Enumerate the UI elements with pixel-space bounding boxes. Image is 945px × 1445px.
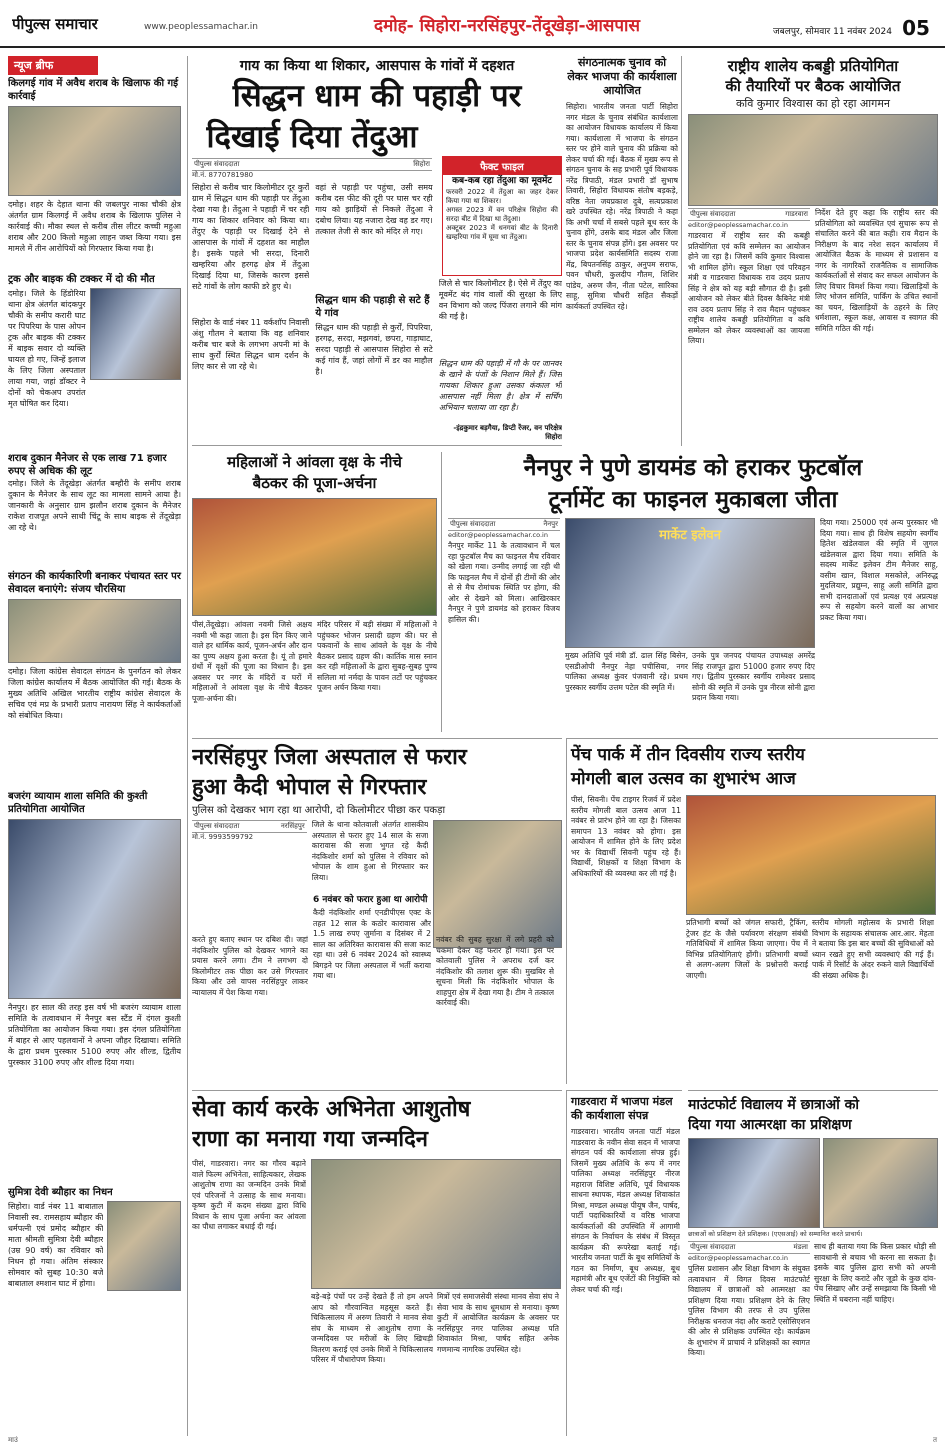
football-headline-1: नैनपुर ने पुणे डायमंड को हराकर फुटबॉल [523,455,863,481]
prisoner-headline-1: नरसिंहपुर जिला अस्पताल से फरार [192,745,467,770]
kabaddi-email: editor@peoplessamachar.co.in [688,221,788,229]
mountfort-caption: छात्राओं को प्रशिक्षण देते प्रशिक्षक। (एएसआई) को सम्मानित करते प्राचार्य। [688,1230,863,1238]
football-text-4: दिया गया। 25000 एवं अन्य पुरस्कार भी दिया गया। साथ ही विशेष सहयोग स्वर्गीय हितेश खंडेलवाल की स्मृति में जुगल खंडेलवाल द्वारा दिया गया। समिति के सदस्य मार्केट इलेवन टीम मैनेजर साहू, वसीम खान, विशाल मसकोले, अनिरुद्ध मुदलियार, प्रद्युम्न, साहू अली समिति द्वारा सभी दानदाताओं एवं प्रत्यक्ष एवं अप्रत्यक्ष रूप से सहयोग करने वालों का आभार प्रकट किया गया। [820,518,938,622]
football-story [448,452,938,732]
mogli-headline-1: पेंच पार्क में तीन दिवसीय राज्य स्तरीय [571,745,805,765]
ashutosh-text-2: बड़े-बड़े पंचों पर उन्हें देखते हैं तो हम अपने आप को गौरवान्वित महसूस करते हैं। चिकित्सालय में अरुण तिवारी ने मानव सेवा संघ के माध्यम से आशुतोष राणा के जन्मदिवस पर मरीजों के लिए खिचड़ी वितरण कराई एवं उनके मित्रों ने चिकित्सालय परिसर में पौधारोपण किया। [311,1292,433,1364]
ashutosh-headline-2: राणा का मनाया गया जन्मदिन [192,1127,428,1152]
football-byline-name: पीपुल्स संवाददाता [450,520,496,528]
masthead-logo: पीपुल्स समाचार [12,15,98,33]
mandal-story [566,1090,682,1436]
brief-5-photo [8,819,181,999]
mountfort-place: मंडला [793,1243,808,1251]
prisoner-mobile: मो.नं. 9993599792 [192,833,254,841]
brief-6-title: सुमित्रा देवी ब्यौहार का निधन [8,1187,113,1198]
leopard-subhead: सिद्धन धाम की पहाड़ी से सटे हैं ये गांव [315,295,430,319]
prisoner-text-2: कैदी नंदकिशोर शर्मा एनडीपीएस एक्ट के तहत 12 साल के कठोर कारावास और 1.5 लाख रुपए जुर्माना व दिसंबर में 2 साल का अतिरिक्त कारावास की सजा काट रहा था। उसे 6 नवंबर 2024 को स्वास्थ्य बिगड़ने पर जिला अस्पताल में भर्ती कराया गया था। [313,908,431,980]
leopard-text-4: सिद्धन धाम की पहाड़ी से कुर्रों, पिपरिया, हरगढ़, सरदा, मझगवां, छपरा, गाड़ाघाट, सरदा पहाड़ी से आसपास सिहोरा से सटे कई गांव हैं, जहां लोगों में डर का माहौल है। [315,323,433,376]
football-headline-2: टूर्नामेंट का फाइनल मुकाबला जीता [548,487,838,513]
football-place: नैनपुर [543,520,558,528]
mogli-text-3: स्तरीय मोगली महोत्सव के प्रभारी शिक्षा विभाग के सहायक संचालक आर.आर. मेहता ने बताया कि इस बार बच्चों की सुविधाओं को ध्यान रखते हुए सभी व्यवस्थाएं की गई हैं। पार्क में रिसॉर्ट के अंदर रुकने वाले विद्यार्थियों की संख्या अधिक है। [812,918,934,980]
prisoner-story [192,738,562,1084]
fact-file-box [442,156,562,276]
ashutosh-headline-1: सेवा कार्य करके अभिनेता आशुतोष [192,1097,471,1122]
kabaddi-byline [688,208,810,221]
masthead [0,0,945,48]
football-text-1: नैनपुर मार्केट 11 के तत्वावधान में चल रहा फुटबॉल मैच का फाइनल मैच रविवार को खेला गया। उन्मीद लगाई जा रही थी कि फाइनल मैच में दोनों ही टीमों की ओर से से मैच रोमांचक स्थिति पर होगा, की ओर से देखने को मिला। आखिरकार नैनपुर ने पुणे डायमंड को हराकर विजय हासिल की। [448,541,560,624]
brief-5-title: बजरंग व्यायाम शाला समिति की कुश्ती प्रतियोगिता आयोजित [8,791,148,815]
prisoner-byline-name: पीपुल्स संवाददाता [194,822,240,830]
mogli-headline-2: मोगली बाल उत्सव का शुभारंभ आज [571,769,796,789]
mountfort-photo-1 [688,1138,820,1228]
ashutosh-photo [311,1159,561,1289]
brief-6-portrait [107,1201,181,1291]
leopard-text-2: सिहोरा के वार्ड नंबर 11 वर्कशॉप निवासी अंशु गौतम ने बताया कि वह शनिवार करीब चार बजे के लगभग अपनी मां के साथ कुर्रों स्थित सिद्धन धाम दर्शन के लिए कार से जा रहे थे। [192,318,310,371]
leopard-byline-name: पीपुल्स संवाददाता [194,160,240,168]
fact-file-title: फैक्ट फाइल [443,157,561,175]
brief-4-text: दमोह। जिला कांग्रेस सेवादल संगठन के पुनर्गठन को लेकर जिला कांग्रेस कार्यालय में बैठक आयोजित की गई। बैठक के मुख्य अतिथि अखिल भारतीय राष्ट्रीय कांग्रेस सेवादल के सचिव एवं मप्र के प्रभारी प्रताप नारायण सिंह ने कार्यकर्ताओं को संबोधित किया। [8,667,181,720]
bjp-text: सिहोरा। भारतीय जनता पार्टी सिहोरा नगर मंडल के चुनाव संबंधित कार्यशाला का आयोजन विधायक कार्यालय में किया गया। कार्यशाला में भाजपा के संगठन स्तर पर होने वाले चुनाव की प्रक्रिया को लेकर चर्चा की गई। बैठक में मुख्य रूप से संगठन चुनाव के सह प्रभारी पूर्व विधायक नरेंद्र त्रिपाठी, मंडल प्रभारी डॉ सुभाष तिवारी, सिहोरा विधायक संतोष बड़कड़े, वरिष्ठ नेता जयप्रकाश दुबे, सत्यप्रकाश खरे उपस्थित रहे। नरेंद्र त्रिपाठी ने कहा कि अभी चर्चा में सबसे पहले बूथ स्तर के चुनाव होंगे, उसके बाद मंडल और जिला स्तर के चुनाव संपन्न होंगे। इस अवसर पर भाजपा प्रदेश कार्यसमिति सदस्य राजा मेंद्र, बिपतनसिंह ठाकुर, अनुपम सराफ, पवन चौधरी, कुलदीप गौतम, शिशिर पांडेय, अरुण जैन, नीता पटेल, सारिका साहू, सुमित्रा चौधरी सहित सैकड़ों कार्यकर्ता उपस्थित रहे। [566,102,678,311]
kabaddi-headline-2: की तैयारियों पर बैठक आयोजित [725,77,901,95]
football-banner-text: मार्केट इलेवन [659,528,721,543]
fact-1: फरवरी 2022 में तेंदुआ का जहर देकर किया गया था शिकार। [446,188,558,205]
brief-1-title: किलगई गांव में अवैध शराब के खिलाफ की गई कार्रवाई [8,78,179,102]
prisoner-text-4: करते हुए बताए स्थान पर दबिश दी। जहां नंदकिशोर पुलिस को देखकर भागने का प्रयास करने लगा। टीम ने लगभग दो किलोमीटर तक पीछा कर उसे गिरफ्तार किया और उसे वापस नरसिंहपुर लाकर न्यायालय में पेश किया गया। [192,935,308,997]
brief-2-title: ट्रक और बाइक की टक्कर में दो की मौत [8,274,155,285]
fact-file-sub: कब-कब रहा तेंदुआ का मूवमेंट [452,176,552,186]
prisoner-subhead: पुलिस को देखकर भाग रहा था आरोपी, दो किलोमीटर पीछा कर पकड़ा [192,805,446,816]
prisoner-text-3: नवंबर की सुबह सुरक्षा में लगे प्रहरी को चकमा देकर वह फरार हो गया। इस पर कोतवाली पुलिस ने अपराध दर्ज कर नंदकिशोर की तलाश शुरू की। मुखबिर से सूचना मिली कि नंदकिशोर भोपाल के शाहपुरा क्षेत्र में देखा गया है। टीम ने तत्काल कार्रवाई की। [436,935,554,1007]
fact-3: अक्टूबर 2023 में धनगवां बीट के दिनारी खम्हरिया गांव में घूमा था तेंदुआ। [446,224,558,241]
leopard-place: सिहोरा [413,160,430,168]
leopard-byline [192,158,432,171]
leopard-mobile: मो.नं. 8770781980 [192,171,254,179]
brief-label: न्यूज ब्रीफ [8,56,98,75]
bjp-workshop-story [566,56,682,446]
mountfort-headline-1: माउंटफोर्ट विद्यालय में छात्राओं को [688,1097,860,1113]
fact-2: अगस्त 2023 में वन परिक्षेत्र सिहोरा की सरदा बीट में दिखा था तेंदुआ। [446,206,558,223]
prisoner-subhead-2: 6 नवंबर को फरार हुआ था आरोपी [313,895,428,905]
brief-2-photo [90,288,181,380]
kabaddi-headline-1: राष्ट्रीय शालेय कबड्डी प्रतियोगिता [727,57,899,75]
puja-text-1: पीसं,तेंदूखेड़ा। आंवला नवमी जिसे अक्षय नवमी भी कहा जाता है। इस दिन किए जाने वाले हर धार्मिक कार्य, पूजन-अर्चन और दान का पुण्य अक्षय हुआ करता है। यूं तो हमारे ग्रंथों में वृक्षों की पूजा का विधान है। इस अवसर पर नगर के मंदिरों व घरों में महिलाओं ने आंवला वृक्ष के नीचे बैठकर पूजा-अर्चना की। [192,620,312,703]
leopard-story [192,56,562,446]
mountfort-email: editor@peoplessamachar.co.in [688,1254,788,1262]
leopard-headline-2: दिखाई दिया तेंदुआ [206,119,418,155]
brief-1-photo [8,106,181,196]
mountfort-text-1: पुलिस प्रशासन और शिक्षा विभाग के संयुक्त तत्वावधान में विगत दिवस माउंटफोर्ट विद्यालय में छात्राओं को आत्मरक्षा का प्रशिक्षण दिया गया। प्रशिक्षण देने के लिए पुलिस विभाग की तरफ से उप पुलिस निरीक्षक धनराज नंदा और कराटे एसोसिएशन की ओर से प्रशिक्षक उपस्थित रहे। कार्यक्रम के शुभारंभ में प्राचार्य ने प्रशिक्षकों का स्वागत किया। [688,1264,810,1357]
brief-4-photo [8,599,181,663]
ashutosh-story [192,1090,562,1436]
prisoner-headline-2: हुआ कैदी भोपाल से गिरफ्तार [192,775,427,800]
prisoner-photo [433,820,562,948]
brief-5-text: नैनपुर। हर साल की तरह इस वर्ष भी बजरंग व्यायाम शाला समिति के तत्वावधान में नैनपुर बस स्टैंड में दंगल कुश्ती प्रतियोगिता का आयोजन किया गया। इस दंगल प्रतियोगिता में बाहर से आए पहलवानों ने अपना जौहर दिखाया। समिति के द्वारा प्रथम पुरस्कार 5100 रुपए और शील्ड, द्वितीय पुरस्कार 3100 रुपए और शील्ड दिया गया। [8,1003,181,1067]
puja-headline-1: महिलाओं ने आंवला वृक्ष के नीचे [227,453,402,471]
kabaddi-text-2: निर्देश देते हुए कहा कि राष्ट्रीय स्तर की प्रतियोगिता को व्यवस्थित एवं सुचारू रूप से संचालित करने की बात कही। राव मैदान के निरीक्षण के बाद नरेश सदन कार्यालय में आयोजित बैठक के माध्यम से प्रशासन व नगर के नागरिकों राजनैतिक व सामाजिक कार्यकर्ताओं से संवाद कर सफल आयोजन के लिए विचार विमर्श किया गया। खिलाड़ियों के लिए भोजन समिति, पार्किंग के उचित स्थानों का चयन, खिलाड़ियों के ठहरने के लिए धर्मशाला, स्कूल कक्ष, आवास व स्वागत की समिति गठित की गई। [815,208,938,333]
kabaddi-photo [688,114,938,206]
mogli-story [566,738,938,1084]
brief-3-text: दमोह। जिले के तेंदूखेड़ा अंतर्गत बम्हौरी के समीप शराब दुकान के मैनेजर के साथ लूट का मामला सामने आया है। जानकारी के अनुसार ग्राम झलौन शराब दुकान के मैनेजर राकेश राजपूत अपने साथी चिंटू के साथ बाइक से तेंदूखेड़ा आ रहे थे। [8,479,181,532]
prisoner-text-block-2 [192,935,562,1075]
mountfort-photo-2 [823,1138,938,1228]
leopard-quote-by: -इंद्रकुमार बड़गैया, डिप्टी रेंजर, वन परिक्षेत्र सिहोरा [453,424,562,441]
footer-suffix: त [933,1436,937,1444]
mogli-text-2: प्रतिभागी बच्चों को जंगल सफारी, ट्रैकिंग, ट्रेजर हंट के जैसे पर्यावरण संरक्षण संबंधी गतिविधियों में शामिल किया जाएगा। पेंच में विभिन्न प्रतियोगिताएं होंगी। प्रतिभागी बच्चों से अलग-अलग जिलों के प्रश्नोत्तरी कराई जाएगी। [686,918,808,980]
brief-1-text: दमोह। शहर के देहात थाना की जबलपुर नाका चौकी क्षेत्र अंतर्गत ग्राम किलगई में अवैध शराब के खिलाफ पुलिस ने कार्रवाई की। मौका स्थल से करीब तीस लीटर कच्ची महुआ शराब और 200 किलो महुआ लाहन जब्त किया गया। इस मामले में तीन आरोपियों को गिरफ्तार किया गया है। [8,200,181,253]
kabaddi-byline-name: पीपुल्स संवाददाता [690,210,736,218]
issue-date: जबलपुर, सोमवार 11 नवंबर 2024 [772,27,892,37]
footer-prefix: माउं [8,1436,18,1444]
puja-story [192,452,442,732]
ashutosh-text-1: पीसं, गाडरवारा। नगर का गौरव बढ़ाने वाले फिल्म अभिनेता, साहित्यकार, लेखक आशुतोष राणा का जन्मदिन उनके मित्रों एवं परिजनों ने उत्साह के साथ मनाया। कृष्ण कुटी में कदम संख्या द्वारा विधि विधान के साथ पूजा अर्चना कर आंवला का पौधा लगाकर बधाई दी गई। [192,1159,306,1231]
kabaddi-place: गाडरवारा [785,210,808,218]
football-photo [565,518,815,648]
mogli-photo [686,795,936,915]
brief-4-title: संगठन की कार्यकारिणी बनाकर पंचायत स्तर पर सेवादल बनाएंगे: संजय चौरसिया [8,571,181,595]
mountfort-text-2: साथ ही बताया गया कि किस प्रकार थोड़ी सी सावधानी से बचाव भी करना सा सकता है। इसके बाद पुलिस द्वारा सभी को अपनी सुरक्षा के लिए कराटे और जूडो के कुछ दांव-पेंच सिखाए और उन्हें समझाया कि किसी भी स्थिति में घबराना नहीं चाहिए। [814,1242,936,1304]
leopard-kicker: गाय का किया था शिकार, आसपास के गांवों में दहशत [239,58,515,74]
mountfort-headline-2: दिया गया आत्मरक्षा का प्रशिक्षण [688,1117,852,1133]
footer-marks [0,1436,945,1445]
football-email: editor@peoplessamachar.co.in [448,531,548,539]
brief-6-text: सिहोरा। वार्ड नंबर 11 बाबाताल निवासी स्व. रामसहाय ब्यौहार की धर्मपत्नी एवं प्रमोद ब्यौहार की माता श्रीमती सुमित्रा देवी ब्यौहार (उम्र 90 वर्ष) का रविवार को निधन हो गया। अंतिम संस्कार सोमवार को सुबह 10:30 बजे बाबाताल श्मशान घाट में होगा। [8,1202,104,1288]
puja-headline-2: बैठकर की पूजा-अर्चना [252,474,377,492]
brief-2-text: दमोह। जिले के हिंडोरिया थाना क्षेत्र अंतर्गत बांदकपुर चौकी के समीप करारी घाट पर पिपरिया के पास ओपन ट्रक और बाइक की टक्कर में बाइक सवार दो व्यक्ति घायल हो गए, जिन्हें इलाज के लिए जिला अस्पताल लाया गया, जहां डॉक्टर ने दोनों को चेकअप उपरांत मृत घोषित कर दिया। [8,289,86,408]
puja-photo [192,498,437,616]
mountfort-story [688,1090,938,1436]
leopard-text-1: सिहोरा से करीब चार किलोमीटर दूर कुर्रों ग्राम में सिद्धन धाम की पहाड़ी पर तेंदुआ देखा गया है। तेंदुआ ने पहाड़ी में चर रही गाय का शिकार शनिवार को किया था। तेंदुए के पहाड़ी पर दिखाई देने से आसपास के गांवों में दहशत का माहौल है। इसके पहले भी सरदा, दिनारी खम्हरिया और हरगढ़ क्षेत्र में तेंदुआ दिखाई दिया था, जिसके कारण इससे सटे गांवों के लोग काफी डरे हुए थे। [192,183,310,291]
prisoner-place: नरसिंहपुर [280,822,305,830]
news-brief-column [8,56,188,1436]
edition-banner: दमोह- सिहोरा-नरसिंहपुर-तेंदूखेड़ा-आसपास [374,16,640,36]
football-text-3: उनके पुत्र जनपद पंचायत उपाध्यक्ष अमरेंद्र सिंह राजपूत द्वारा 51000 हजार रुपए दिए गए। द्वितीय पुरस्कार स्वर्गीय रामेश्वर प्रसाद सोनी की स्मृति में उनके पुत्र नीरज सोनी द्वारा प्रदान किया गया। [692,651,815,702]
kabaddi-story [688,56,938,446]
masthead-url: www.peoplessamachar.in [144,22,258,32]
puja-text-2: मंदिर परिसर में बड़ी संख्या में महिलाओं ने पहुंचकर भोजन प्रसादी ग्रहण की। घर से पकवानों के साथ आंवले के वृक्ष के नीचे बैठकर प्रसाद ग्रहण की। कार्तिक मास स्नान कर रही महिलाओं के द्वारा सुबह-सुबह पुण्य सलिला मां नर्मदा के पावन तटों पर पहुंचकर पूजन अर्चन किया गया। [317,620,437,692]
bjp-headline: संगठनात्मक चुनाव को लेकर भाजपा की कार्यशाला आयोजित [567,56,677,97]
brief-3-title: शराब दुकान मैनेजर से एक लाख 71 हजार रुपए से अधिक की लूट [8,453,167,477]
leopard-text-3: वहां से पहाड़ी पर पहुंचा, उसी समय करीब दस फीट की दूरी पर घास चर रही गाय को झाड़ियों से निकले तेंदुआ ने दबोच लिया। यह नजारा देख वह डर गए। तत्काल तेजी से कार को मंदिर ले गए। [315,183,433,236]
leopard-text-5: जिले से चार किलोमीटर है। ऐसे में तेंदुए का मूवमेंट बंद गांव वालों की सुरक्षा के लिए वन विभाग को जल्द पिंजरा लगाने की मांग की गई है। [438,279,562,321]
kabaddi-text-1: गाडरवारा में राष्ट्रीय स्तर की कबड्डी प्रतियोगिता एवं कवि सम्मेलन का आयोजन होने जा रहा है। जिसमें कवि कुमार विश्वास भी शामिल होंगे। स्कूल शिक्षा एवं परिवहन मंत्री व गाडरवारा विधायक राव उदय प्रताप सिंह ने क्षेत्र को यह बड़ी सौगात दी है। इसी आयोजन को लेकर बीते दिवस कैबिनेट मंत्री राव उदय प्रताप सिंह ने राव मैदान पहुंचकर राष्ट्रीय शालेय कबड्डी प्रतियोगिता व कवि सम्मेलन को लेकर व्यवस्थाओं का जायजा लिया। [688,231,810,345]
mandal-headline: गाडरवारा में भाजपा मंडल की कार्यशाला संपन्न [571,1095,673,1122]
mogli-text-1: पीसं, सिवनी। पेंच टाइगर रिजर्व में प्रदेश स्तरीय मोगली बाल उत्सव आज 11 नवंबर से प्रारंभ होने जा रहा है। जिसका समापन 13 नवंबर को होगा। इस आयोजन में शामिल होने के लिए प्रदेश भर के विद्यार्थी सिवनी पहुंच रहे हैं। विद्यार्थी, शिक्षकों व शिक्षा विभाग के अधिकारियों की व्यवस्था कर ली गई है। [571,795,681,878]
mandal-text: गाडरवारा। भारतीय जनता पार्टी मंडल गाडरवारा के नवीन सेवा सदन में भाजपा संगठन पर्व की कार्यशाला संपन्न हुई। जिसमें मुख्य अतिथि के रूप में नगर पालिका अध्यक्ष नरसिंहपुर नीरज महाराज विशिष्ट अतिथि, पूर्व विधायक साधना स्थापक, मंडल अध्यक्ष शिवाकांत मिश्रा, मण्डल अध्यक्ष पीयूष जैन, पार्षद, पार्टी पदाधिकारियों व वरिष्ठ भाजपा कार्यकर्ताओं की उपस्थिति में आगामी संगठन के निर्वाचन के संबंध में विस्तृत कार्यक्रम की रूपरेखा बताई गई। भारतीय जनता पार्टी के बूथ समितियों के गठन का निर्माण, बूथ अध्यक्ष, बूथ महामंत्री और बूथ एजेंटों की नियुक्ति को लेकर चर्चा की गई। [571,1127,680,1294]
prisoner-text-1: जिले के थाना कोतवाली अंतर्गत शासकीय अस्पताल से फरार हुए 14 साल के सजा कारावास की सजा भुगत रहे कैदी नंदकिशोर शर्मा को पुलिस ने रविवार को भोपाल के शाम हुआ से गिरफ्तार कर लिया। [311,820,429,882]
mountfort-byline [688,1241,810,1254]
leopard-quote: सिद्धन धाम की पहाड़ी में गौ के पर जानवर के खाने के पंजों के निशान मिले हैं। जिस गायका शिकार हुआ उसका कंकाल भी आसपास नहीं मिला है। क्षेत्र में सर्चिंग अभियान चलाया जा रहा है। [438,359,562,412]
leopard-headline-1: सिद्धन धाम की पहाड़ी पर [232,78,522,114]
football-text-2: मुख्य अतिथि पूर्व मंत्री डॉ. ढाल सिंह बिसेन, एसडीओपी नैनपुर नेहा पचीसिया, नगर पालिका अध्यक्ष कुंवर पंजवानी रहे। प्रथम पुरस्कार स्वर्गीय उत्तम पटेल की स्मृति में। [565,651,688,692]
kabaddi-subhead: कवि कुमार विश्वास का हो रहा आगमन [735,97,891,110]
prisoner-byline [192,820,307,833]
page-number: 05 [902,16,930,40]
ashutosh-text-3: मित्रों एवं समाजसेवी संस्था मानव सेवा संघ ने सेवा भाव के साथ धूमधाम से मनाया। कृष्ण कुटी में आयोजित कार्यक्रम के अवसर पर नरसिंहपुर नगर पालिका अध्यक्ष पति शिवाकांत मिश्रा, पार्षद सहित अनेक गणमान्य नागरिक उपस्थित रहे। [437,1292,559,1354]
mountfort-byline-name: पीपुल्स संवाददाता [690,1243,736,1251]
football-byline [448,518,560,531]
